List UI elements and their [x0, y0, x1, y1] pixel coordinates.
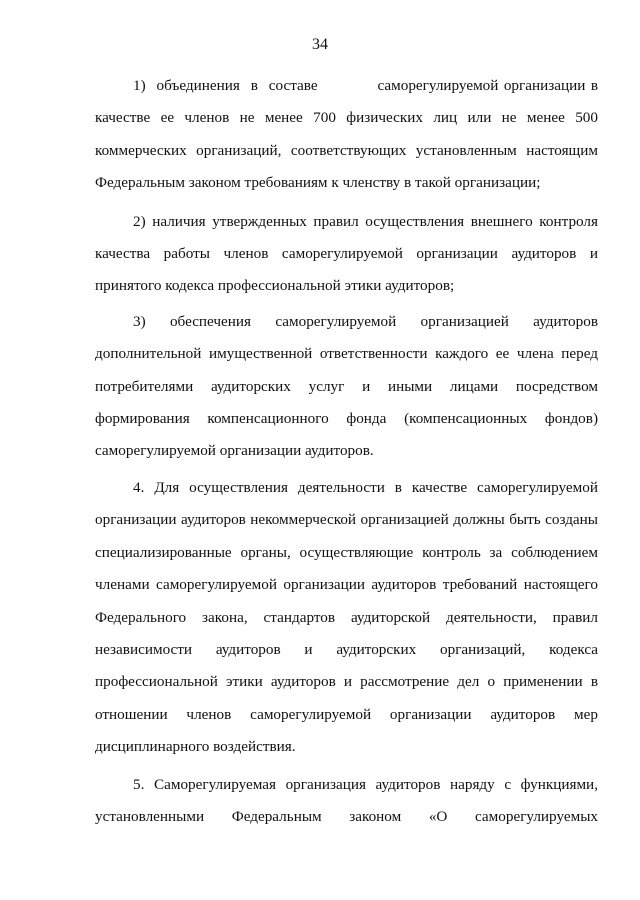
- paragraph-item-1: 1) объединения в составе саморегулируемой организации в качестве ее членов не менее 700 физических лиц или не менее 500 коммерческих организаций, соответствующих установленным настоящим Федеральным законом требованиям к членству в такой организации;: [95, 77, 598, 192]
- page-number: 34: [312, 36, 328, 53]
- paragraph-item-2: 2) наличия утвержденных правил осуществления внешнего контроля качества работы членов саморегулируемой организации аудиторов и принятого кодекса профессиональной этики аудиторов;: [95, 212, 598, 295]
- paragraph-section-5: 5. Саморегулируемая организация аудиторов наряду с функциями, установленными Федеральным законом «О саморегулируемых: [95, 775, 598, 825]
- paragraph-item-3: 3) обеспечения саморегулируемой организацией аудиторов дополнительной имущественной ответственности каждого ее члена перед потребителями аудиторских услуг и иными лицами посредством формирования компенсационного фонда (компенсационных фондов) саморегулируемой организации аудиторов.: [95, 312, 598, 460]
- document-body: [95, 70, 598, 833]
- paragraph-section-4: 4. Для осуществления деятельности в качестве саморегулируемой организации аудиторов некоммерческой организацией должны быть созданы специализированные органы, осуществляющие контроль за соблюдением членами саморегулируемой организации аудиторов требований настоящего Федерального закона, стандартов аудиторской деятельности, правил независимости аудиторов и аудиторских организаций, кодекса профессиональной этики аудиторов и рассмотрение дел о применении в отношении членов саморегулируемой организации аудиторов мер дисциплинарного воздействия.: [95, 478, 598, 756]
